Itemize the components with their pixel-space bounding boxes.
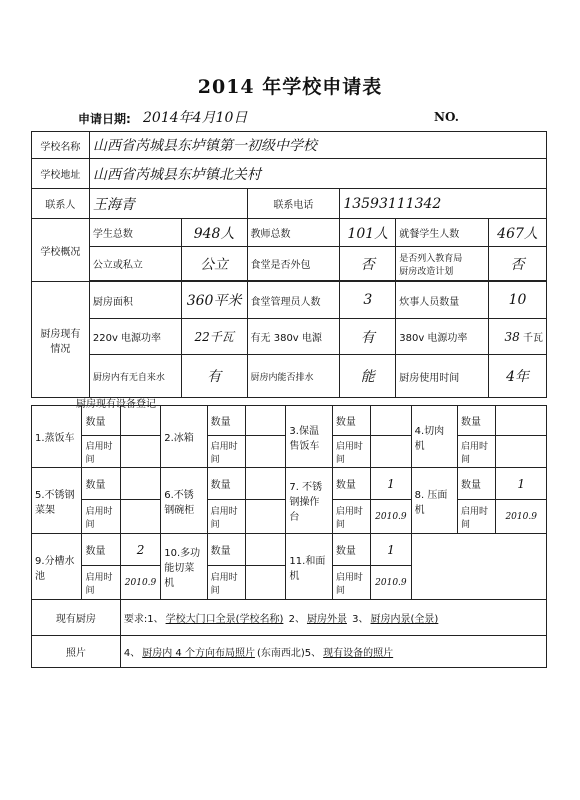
drain-value: 能	[340, 355, 396, 398]
req-4-prefix: 4、	[123, 648, 141, 659]
req-4: 厨房内 4 个方向布局照片	[142, 648, 255, 659]
equipment-name: 1.蒸饭车	[32, 406, 82, 468]
req-prefix: 要求:1、	[123, 614, 164, 625]
equipment-qty-value: 1	[371, 468, 411, 500]
teachers-label: 教师总数	[247, 219, 340, 247]
equipment-date-label: 启用时间	[458, 500, 496, 534]
equipment-qty-label: 数量	[332, 534, 370, 566]
equipment-name: 6.不锈钢碗柜	[161, 468, 207, 534]
equipment-date-label: 启用时间	[207, 566, 245, 600]
equipment-qty-label: 数量	[332, 406, 370, 436]
school-name-label: 学校名称	[32, 132, 90, 159]
cooks-label: 炊事人员数量	[396, 282, 489, 319]
school-type-label: 公立或私立	[89, 247, 181, 281]
plan-label-line1: 是否列入教育局	[399, 253, 463, 264]
power380-value: 38	[504, 330, 520, 344]
equipment-qty-label: 数量	[332, 468, 370, 500]
equipment-qty-value	[120, 468, 160, 500]
req-5: 现有设备的照片	[323, 648, 394, 659]
equipment-qty-value	[371, 406, 411, 436]
equipment-date-value	[120, 436, 160, 468]
equipment-name: 5.不锈钢菜架	[32, 468, 82, 534]
date-label: 申请日期:	[78, 112, 131, 126]
equipment-name: 11.和面机	[286, 534, 332, 600]
overview-label: 学校概况	[32, 219, 90, 282]
plan-value: 否	[489, 247, 547, 281]
equipment-date-label: 启用时间	[458, 436, 496, 468]
equipment-date-value: 2010.9	[120, 566, 160, 600]
equipment-qty-value: 1	[371, 534, 411, 566]
equipment-date-label: 启用时间	[332, 436, 370, 468]
req-2-prefix: 2、	[288, 614, 305, 625]
equipment-empty-cell	[411, 534, 546, 600]
school-name-value: 山西省芮城县东垆镇第一初级中学校	[89, 132, 546, 159]
form-title: 2014 年学校申请表	[197, 76, 383, 98]
school-address-label: 学校地址	[32, 159, 90, 189]
equipment-qty-value	[246, 468, 286, 500]
school-address-value: 山西省芮城县东垆镇北关村	[89, 159, 546, 189]
equipment-qty-label: 数量	[458, 468, 496, 500]
number-label: NO.	[434, 110, 459, 124]
teachers-value: 101人	[340, 219, 396, 247]
equipment-date-label: 启用时间	[82, 436, 120, 468]
equipment-qty-label: 数量	[82, 468, 120, 500]
equipment-date-value: 2010.9	[371, 566, 411, 600]
equipment-date-value	[246, 436, 286, 468]
equipment-qty-value	[496, 406, 547, 436]
contact-value: 王海青	[89, 189, 247, 219]
equipment-qty-value	[246, 406, 286, 436]
has380-value: 有	[340, 319, 396, 355]
equipment-date-label: 启用时间	[332, 566, 370, 600]
equipment-date-value: 2010.9	[371, 500, 411, 534]
kitchen-label-line2: 情况	[50, 343, 71, 355]
equipment-name: 8. 压面机	[411, 468, 457, 534]
diners-label: 就餐学生人数	[396, 219, 489, 247]
equipment-date-value	[246, 566, 286, 600]
equipment-date-value	[496, 436, 547, 468]
req-3: 厨房内景(全景)	[370, 614, 439, 625]
equipment-qty-label: 数量	[207, 406, 245, 436]
equipment-qty-label: 数量	[207, 468, 245, 500]
kitchen-label-line1: 厨房现有	[40, 328, 81, 340]
outsourced-label: 食堂是否外包	[247, 247, 340, 281]
equipment-date-value: 2010.9	[496, 500, 547, 534]
water-value: 有	[181, 355, 247, 398]
equipment-name: 7. 不锈钢操作台	[286, 468, 332, 534]
equipment-date-label: 启用时间	[207, 500, 245, 534]
equipment-name: 9.分槽水池	[32, 534, 82, 600]
equipment-name: 10.多功能切菜机	[161, 534, 207, 600]
usage-value: 4年	[489, 355, 547, 398]
diners-value: 467人	[489, 219, 547, 247]
equipment-name: 3.保温售饭车	[286, 406, 332, 468]
equipment-date-value	[246, 500, 286, 534]
equipment-date-label: 启用时间	[82, 500, 120, 534]
equipment-qty-value	[246, 534, 286, 566]
area-value: 360平米	[181, 282, 247, 319]
equipment-date-label: 启用时间	[332, 500, 370, 534]
equipment-qty-label: 数量	[82, 534, 120, 566]
water-label: 厨房内有无自来水	[89, 355, 181, 398]
power220-label: 220v 电源功率	[89, 319, 181, 355]
equipment-qty-value: 2	[120, 534, 160, 566]
equipment-date-label: 启用时间	[207, 436, 245, 468]
req-1: 学校大门口全景(学校名称)	[165, 614, 284, 625]
phone-value: 13593111342	[340, 189, 547, 219]
plan-label-line2: 厨房改造计划	[399, 266, 454, 277]
drain-label: 厨房内能否排水	[247, 355, 340, 398]
managers-value: 3	[340, 282, 396, 319]
equipment-qty-label: 数量	[207, 534, 245, 566]
school-type-value: 公立	[181, 247, 247, 281]
date-value: 2014年4月10日	[143, 110, 248, 126]
power380-unit: 千瓦	[523, 333, 543, 344]
equipment-date-value	[371, 436, 411, 468]
equipment-qty-value: 1	[496, 468, 547, 500]
area-label: 厨房面积	[89, 282, 181, 319]
usage-label: 厨房使用时间	[396, 355, 489, 398]
outsourced-value: 否	[340, 247, 396, 281]
equipment-table	[31, 405, 547, 668]
cooks-value: 10	[489, 282, 547, 319]
equipment-qty-label: 数量	[458, 406, 496, 436]
power380-label: 380v 电源功率	[396, 319, 489, 355]
has380-label: 有无 380v 电源	[247, 319, 340, 355]
equipment-name: 2.冰箱	[161, 406, 207, 468]
phone-label: 联系电话	[247, 189, 340, 219]
req-4-suffix: (东南西北)5、	[256, 648, 322, 659]
photos-label-line2: 照片	[32, 636, 121, 668]
equipment-name: 4.切肉机	[411, 406, 457, 468]
managers-label: 食堂管理员人数	[247, 282, 340, 319]
equipment-caption: 厨房现有设备登记	[76, 399, 156, 410]
req-2: 厨房外景	[306, 614, 347, 625]
students-label: 学生总数	[89, 219, 181, 247]
contact-label: 联系人	[32, 189, 90, 219]
equipment-date-label: 启用时间	[82, 566, 120, 600]
school-info-table	[31, 131, 547, 398]
req-3-prefix: 3、	[352, 614, 369, 625]
equipment-qty-value	[120, 406, 160, 436]
photos-label-line1: 现有厨房	[32, 600, 121, 636]
power220-value: 22千瓦	[181, 319, 247, 355]
equipment-date-value	[120, 500, 160, 534]
students-value: 948人	[181, 219, 247, 247]
equipment-qty-label: 数量	[82, 406, 120, 436]
